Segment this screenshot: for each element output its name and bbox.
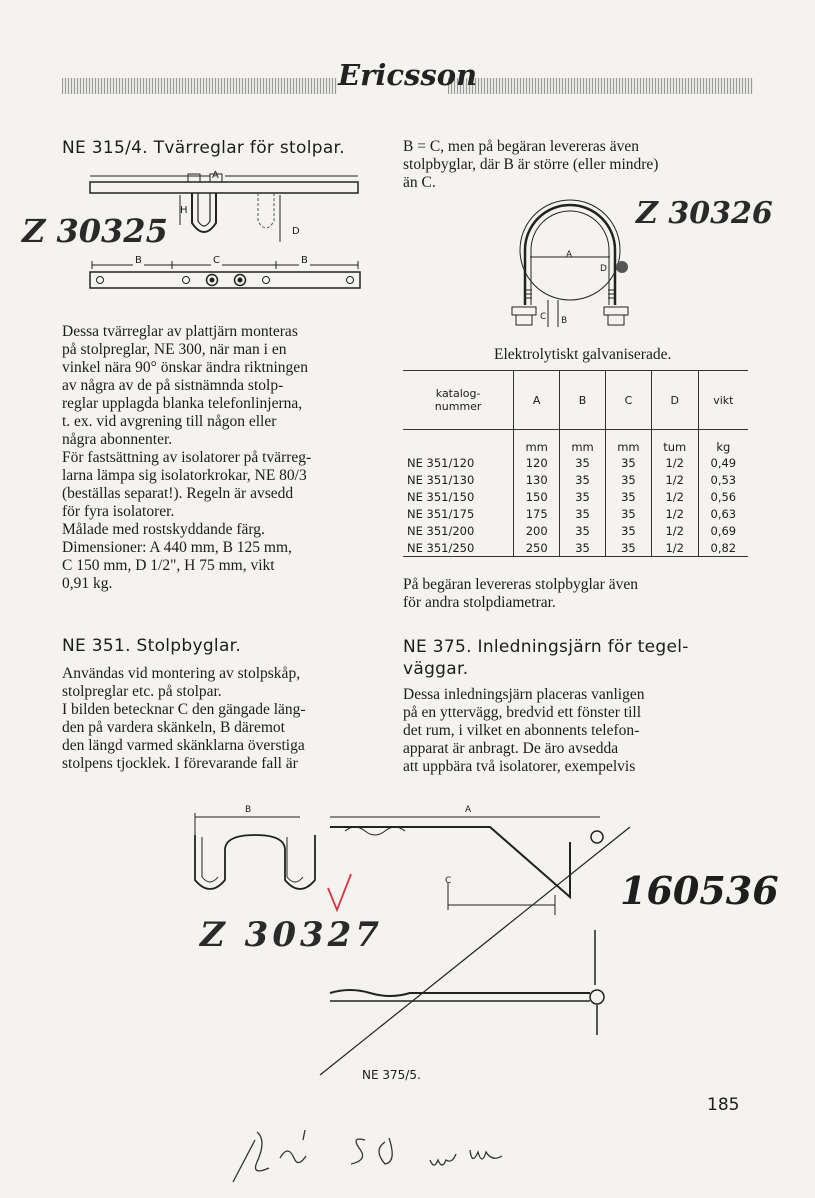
fig1-label-h: H	[180, 205, 188, 216]
fig2-label-c: C	[540, 312, 547, 322]
section2-text: Användas vid montering av stolpskåp, stolpreglar etc. på stolpar. I bilden betecknar C den gängade läng- den på vardera skänkeln, B däremot den längd varmed skänklarna överstiga stolpens tjocklek. I förevarande fall är	[62, 665, 306, 772]
section1-title: NE 315/4. Tvärreglar för stolpar.	[62, 138, 345, 158]
fig2-label-d: D	[600, 264, 607, 274]
table-row: NE 351/120 120 35 35 1/2 0,49	[403, 454, 748, 471]
fig1-label-a: A	[212, 170, 219, 181]
section3-title: NE 375. Inledningsjärn för tegel- väggar.	[403, 637, 689, 679]
spec-table-wrapper	[403, 370, 748, 557]
fig2-label-b: B	[561, 316, 568, 326]
handwritten-number: 160536	[620, 868, 779, 913]
galvanized-note: Elektrolytiskt galvaniserade.	[494, 346, 672, 363]
fig1-label-d: D	[292, 226, 300, 237]
stamp-z30326: Z 30326	[636, 196, 773, 231]
header-rule-right	[448, 78, 753, 94]
section1-text: Dessa tvärreglar av plattjärn monteras på stolpreglar, NE 300, när man i en vinkel nära 90° önskar ändra riktningen av några av de på sistnämnda stolp- reglar upplagda blanka telefonlinjerna, t. ex. vid avgrening till någon eller några abonnenter. För fastsättning av isolatorer på tvärreg- larna lämpa sig isolatorkrokar, NE 80/3 (beställas separat!). Regeln är avsedd för fyra isolatorer. Målade med rostskyddande färg. Dimensioner: A 440 mm, B 125 mm, C 150 mm, D 1/2", H 75 mm, vikt 0,91 kg.	[62, 323, 312, 592]
table-row: NE 351/200 200 35 35 1/2 0,69	[403, 522, 748, 539]
header-rule-left	[62, 78, 337, 94]
col-header-b: B	[560, 371, 606, 430]
section2-title: NE 351. Stolpbyglar.	[62, 636, 242, 656]
page-number: 185	[707, 1095, 740, 1115]
fig3-label-a: A	[465, 805, 472, 815]
col-header-c: C	[606, 371, 652, 430]
table-row: NE 351/150 150 35 35 1/2 0,56	[403, 488, 748, 505]
stamp-z30325: Z 30325	[22, 212, 168, 250]
section2-note: På begäran levereras stolpbyglar även för andra stolpdiametrar.	[403, 576, 638, 611]
crossbar-bottom-figure	[80, 257, 380, 297]
spec-table	[403, 371, 748, 556]
ericsson-logo: Ericsson	[338, 58, 478, 92]
col-header-vikt: vikt	[698, 371, 748, 430]
col-header-a: A	[514, 371, 560, 430]
fig1-label-b2: B	[301, 255, 308, 266]
figure-caption-ne375-5: NE 375/5.	[362, 1068, 421, 1082]
section2-cont-text: B = C, men på begäran levereras även stolpbyglar, där B är större (eller mindre) än C.	[403, 138, 659, 191]
fig1-label-b1: B	[135, 255, 142, 266]
col-header-d: D	[651, 371, 698, 430]
section3-text: Dessa inledningsjärn placeras vanligen på en yttervägg, bredvid ett fönster till det rum, i vilket en abonnents telefon- apparat är anbragt. De äro avsedda att uppbära två isolatorer, exempelvis	[403, 686, 645, 775]
table-row: NE 351/250 250 35 35 1/2 0,82	[403, 539, 748, 556]
fig1-label-c: C	[213, 255, 220, 266]
table-row: NE 351/175 175 35 35 1/2 0,63	[403, 505, 748, 522]
fig3-label-b: B	[245, 805, 252, 815]
stolpbygel-figure	[500, 195, 650, 335]
stamp-z30327: Z 30327	[200, 915, 383, 955]
fig2-label-a: A	[566, 250, 573, 260]
red-check-mark	[325, 870, 355, 915]
col-header-katalog: katalog- nummer	[403, 371, 514, 430]
fig3-label-c: C	[445, 876, 452, 886]
units-row: mm mm mm tum kg	[403, 430, 748, 455]
handwritten-signature	[225, 1120, 545, 1190]
table-row: NE 351/130 130 35 35 1/2 0,53	[403, 471, 748, 488]
